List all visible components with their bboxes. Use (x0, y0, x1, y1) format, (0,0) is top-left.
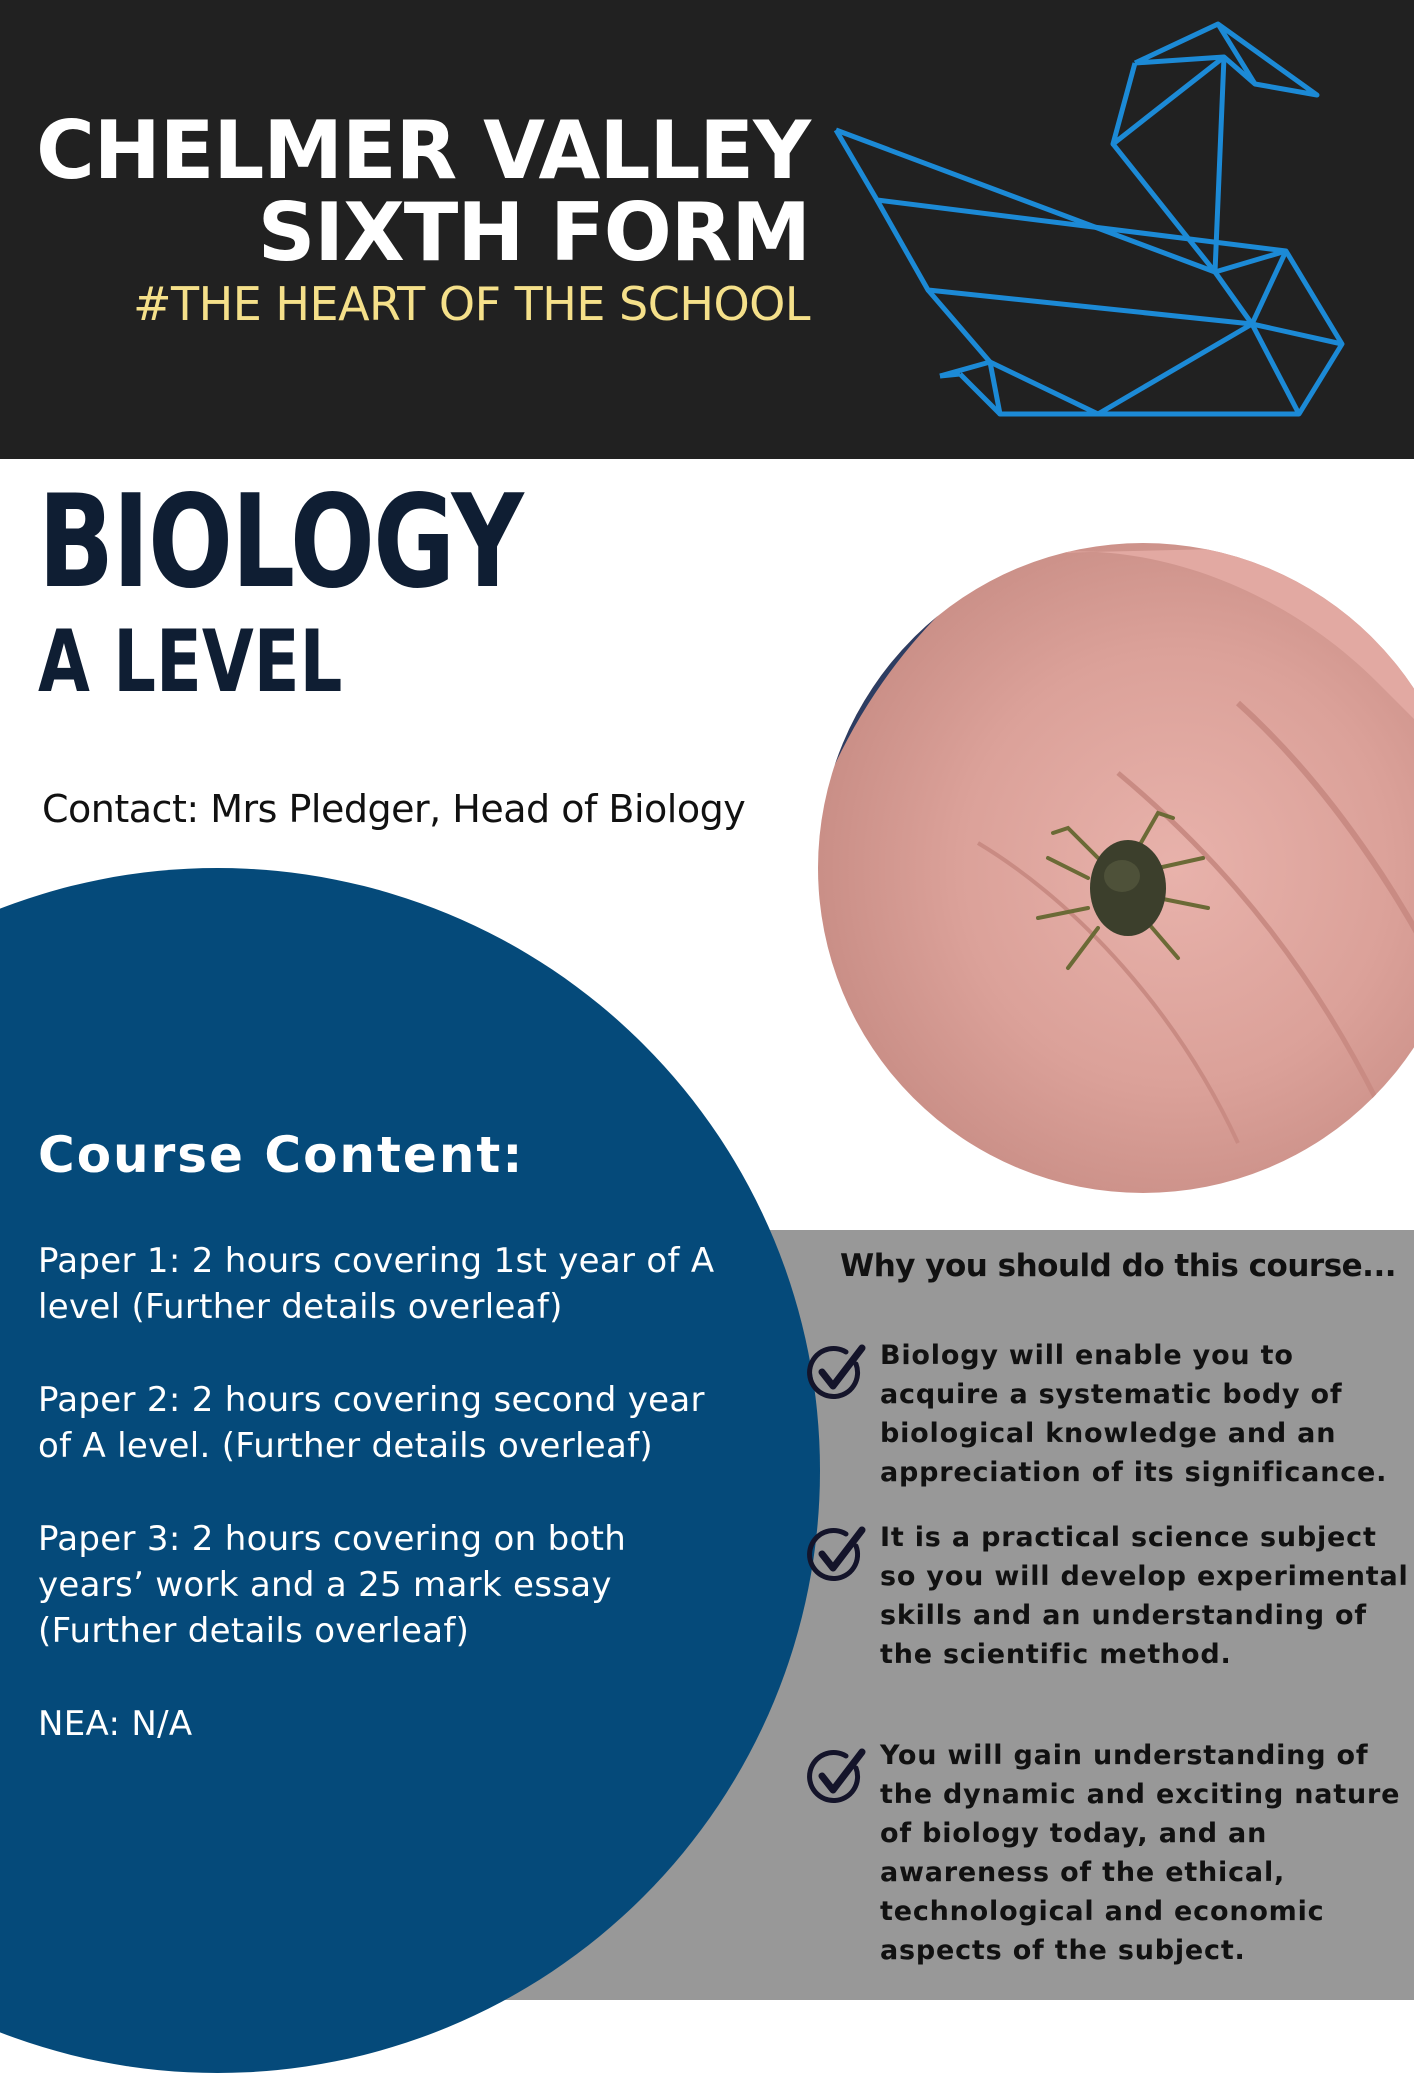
why-heading: Why you should do this course... (840, 1248, 1397, 1284)
tagline: #THE HEART OF THE SCHOOL (133, 277, 810, 331)
school-name (36, 104, 810, 279)
level-title: A LEVEL (38, 612, 343, 712)
school-name-line2: SIXTH FORM (257, 186, 810, 279)
school-name-line1: CHELMER VALLEY (36, 104, 810, 197)
course-item-paper3: Paper 3: 2 hours covering on both years’ work and a 25 mark essay (Further details overleaf) (38, 1519, 627, 1651)
reason-practical: It is a practical science subject so you will develop experimental skills and an understanding of the scientific method. (880, 1522, 1409, 1670)
check-circle-icon (806, 1524, 868, 1586)
header-banner (0, 0, 1414, 459)
reason-dynamic: You will gain understanding of the dynamic and exciting nature of biology today, and an awareness of the ethical, technological and economic aspects of the subject. (880, 1740, 1401, 1966)
check-circle-icon (806, 1342, 868, 1404)
check-circle-icon (806, 1746, 868, 1808)
contact-line: Contact: Mrs Pledger, Head of Biology (42, 787, 746, 831)
crab-in-hand-photo (818, 543, 1414, 1193)
course-item-paper1: Paper 1: 2 hours covering 1st year of A level (Further details overleaf) (38, 1241, 715, 1327)
course-item-nea: NEA: N/A (38, 1704, 193, 1744)
reason-knowledge: Biology will enable you to acquire a systematic body of biological knowledge and an appreciation of its significance. (880, 1340, 1388, 1488)
subject-title: BIOLOGY (38, 468, 523, 617)
course-item-paper2: Paper 2: 2 hours covering second year of A level. (Further details overleaf) (38, 1380, 705, 1466)
course-heading: Course Content: (38, 1126, 525, 1184)
origami-swan-icon (830, 14, 1350, 434)
